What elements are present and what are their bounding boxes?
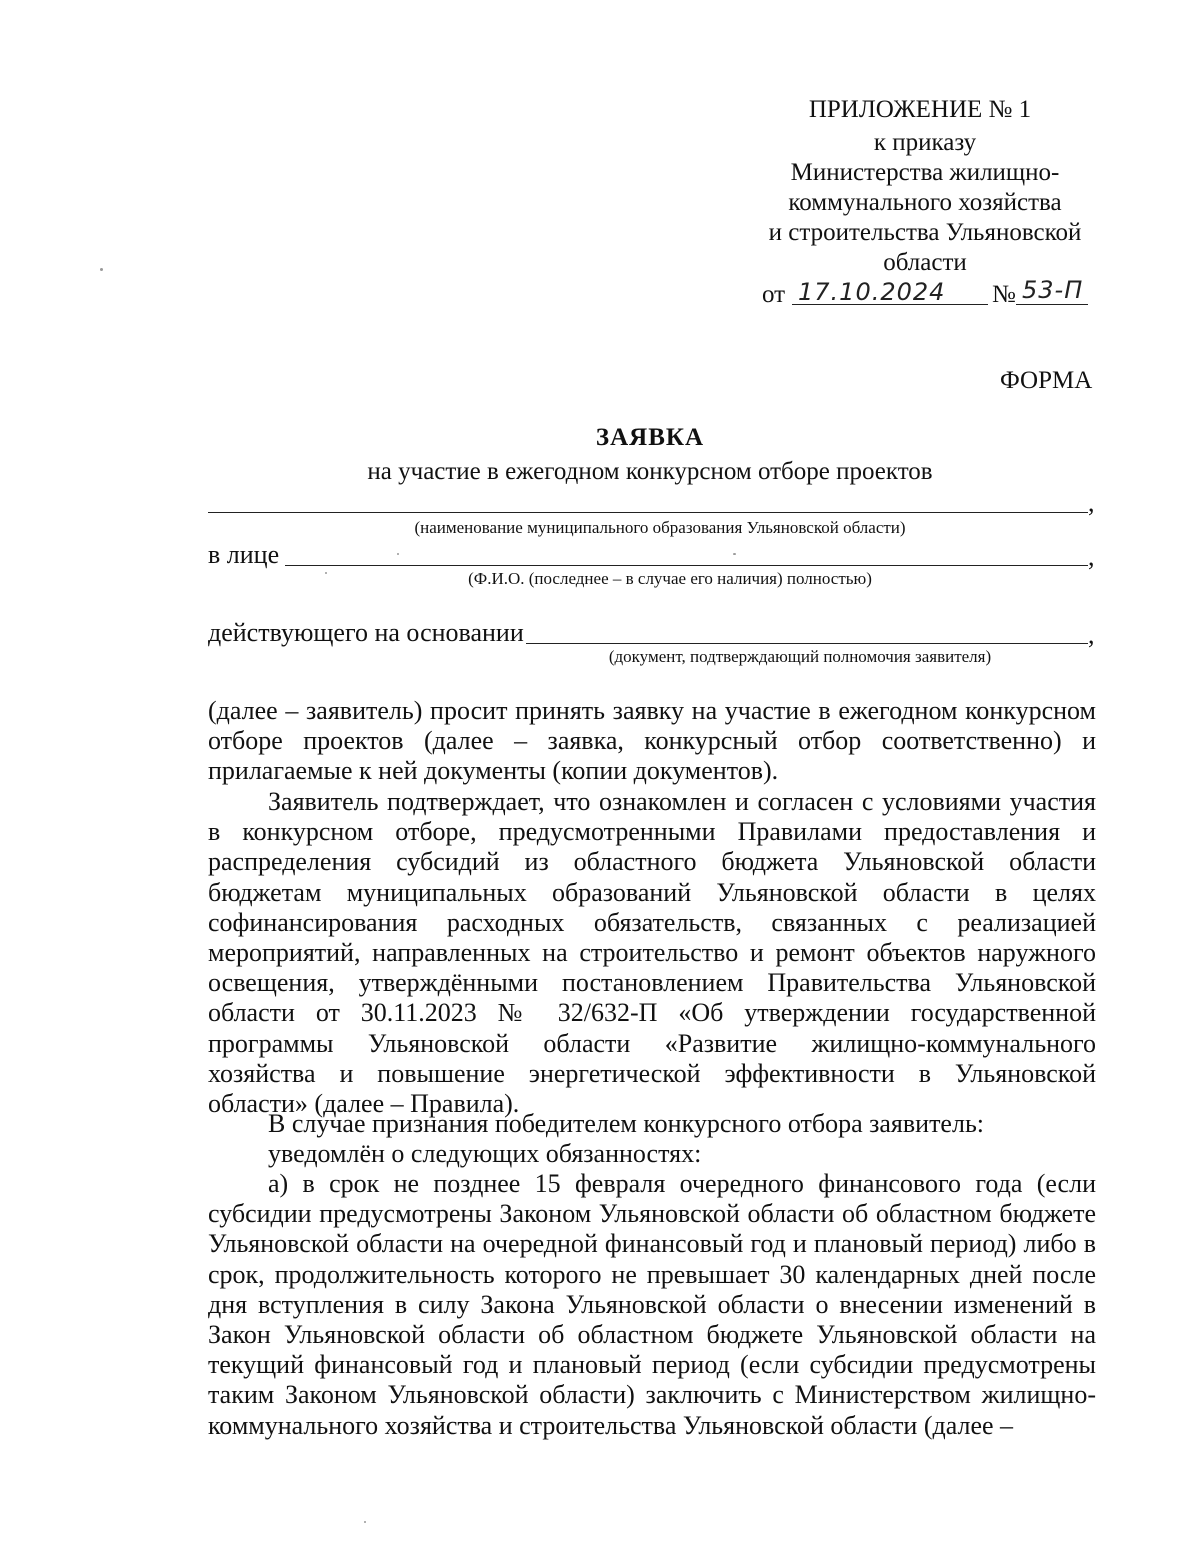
date-handwritten: 17.10.2024 <box>798 278 946 306</box>
basis-caption: (документ, подтверждающий полномочия заявителя) <box>608 647 992 666</box>
scan-speck <box>733 553 736 555</box>
municipality-line[interactable] <box>208 512 1088 513</box>
document-subtitle: на участие в ежегодном конкурсном отборе проектов <box>367 458 933 485</box>
number-handwritten: 53-П <box>1022 276 1084 304</box>
body-paragraph-5: а) в срок не позднее 15 февраля очередного финансового года (если субсидии предусмотрены Законом Ульяновской области об областном бюджете Ульяновской области на очередной финансовый год и плановый период) либо в срок, продолжительность которого не превышает 30 календарных дней после дня вступления в силу Закона Ульяновской области о внесении изменений в Закон Ульяновской области об областном бюджете Ульяновской области на текущий финансовый год и плановый период (если субсидии предусмотрены таким Законом Ульяновской области) заключить с Министерством жилищно-коммунального хозяйства и строительства Ульяновской области (далее – <box>208 1169 1096 1440</box>
municipality-comma: , <box>1088 488 1095 517</box>
municipality-caption: (наименование муниципального образования Ульяновской области) <box>414 518 906 537</box>
body-paragraph-2: Заявитель подтверждает, что ознакомлен и согласен с условиями участия в конкурсном отборе, предусмотренными Правилами предоставления и распределения субсидий из областного бюджета Ульяновской области бюджетам муниципальных образований Ульяновской области в целях софинансирования расходных обязательств, связанных с реализацией мероприятий, направленных на строительство и ремонт объектов наружного освещения, утверждёнными постановлением Правительства Ульяновской области от 30.11.2023 № 32/632-П «Об утверждении государственной программы Ульяновской области «Развитие жилищно-коммунального хозяйства и повышение энергетической эффективности в Ульяновской области» (далее – Правила). <box>208 787 1096 1119</box>
basis-line[interactable] <box>526 643 1088 644</box>
scan-speck <box>364 1521 366 1523</box>
person-comma: , <box>1088 542 1095 571</box>
header-line-5: области <box>883 249 967 276</box>
body-paragraph-4: уведомлён о следующих обязанностях: <box>268 1139 702 1168</box>
date-prefix: от <box>762 281 786 308</box>
header-line-2: Министерства жилищно- <box>790 159 1060 186</box>
order-date-row <box>762 276 1092 314</box>
person-caption: (Ф.И.О. (последнее – в случае его наличия) полностью) <box>468 569 872 588</box>
header-line-1: к приказу <box>873 129 977 156</box>
body-paragraph-1: (далее – заявитель) просит принять заявку на участие в ежегодном конкурсном отборе проектов (далее – заявка, конкурсный отбор соответственно) и прилагаемые к ней документы (копии документов). <box>208 696 1096 786</box>
scan-speck <box>397 553 399 555</box>
header-line-3: коммунального хозяйства <box>788 189 1062 216</box>
form-label: ФОРМА <box>1000 367 1093 394</box>
person-label: в лице <box>208 540 280 569</box>
number-prefix: № <box>992 281 1016 308</box>
document-title: ЗАЯВКА <box>595 424 705 451</box>
body-paragraph-3: В случае признания победителем конкурсного отбора заявитель: <box>268 1109 985 1138</box>
header-line-4: и строительства Ульяновской <box>768 219 1082 246</box>
scan-speck <box>100 268 103 271</box>
date-underline <box>792 304 988 305</box>
appendix-title: ПРИЛОЖЕНИЕ № 1 <box>808 96 1032 123</box>
number-underline <box>1016 304 1088 305</box>
basis-label: действующего на основании <box>208 618 524 647</box>
basis-comma: , <box>1088 620 1095 649</box>
person-line[interactable] <box>285 565 1088 566</box>
scan-speck <box>325 572 327 574</box>
